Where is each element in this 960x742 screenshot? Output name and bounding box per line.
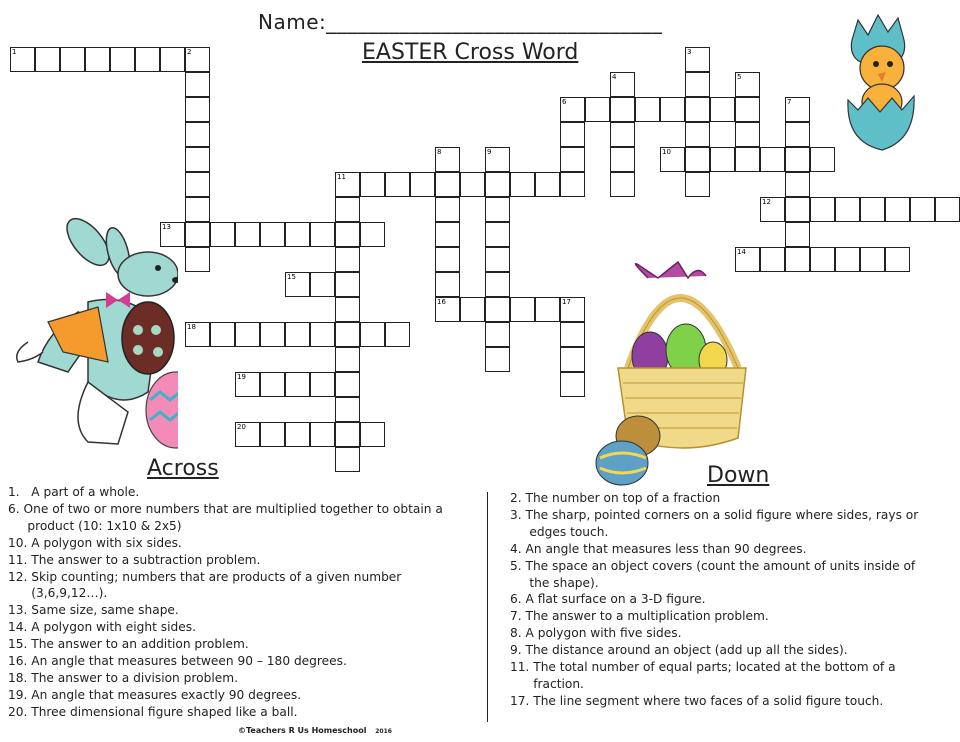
clue-number: 17 — [562, 298, 571, 306]
crossword-cell[interactable] — [460, 297, 485, 322]
crossword-cell[interactable] — [435, 297, 460, 322]
crossword-cell[interactable] — [385, 322, 410, 347]
across-clue: 16. An angle that measures between 90 – 180 degrees. — [8, 654, 347, 669]
crossword-cell[interactable] — [660, 147, 685, 172]
crossword-cell[interactable] — [485, 247, 510, 272]
crossword-cell[interactable] — [410, 172, 435, 197]
crossword-cell[interactable] — [360, 172, 385, 197]
crossword-cell[interactable] — [810, 147, 835, 172]
crossword-cell[interactable] — [310, 372, 335, 397]
crossword-cell[interactable] — [310, 222, 335, 247]
chick-illustration — [838, 10, 928, 158]
crossword-cell[interactable] — [335, 222, 360, 247]
crossword-cell[interactable] — [435, 197, 460, 222]
crossword-cell[interactable] — [360, 322, 385, 347]
crossword-cell[interactable] — [360, 222, 385, 247]
crossword-cell[interactable] — [610, 97, 635, 122]
crossword-cell[interactable] — [335, 272, 360, 297]
down-clue: 9. The distance around an object (add up all the sides). — [510, 643, 848, 658]
crossword-cell[interactable] — [510, 172, 535, 197]
across-clue: 11. The answer to a subtraction problem. — [8, 552, 261, 567]
clue-number: 16 — [437, 298, 446, 306]
crossword-cell[interactable] — [210, 322, 235, 347]
crossword-cell[interactable] — [635, 97, 660, 122]
crossword-cell[interactable] — [435, 222, 460, 247]
crossword-cell[interactable] — [560, 372, 585, 397]
clue-number: 8 — [437, 148, 442, 156]
crossword-cell[interactable] — [435, 147, 460, 172]
crossword-cell[interactable] — [185, 97, 210, 122]
crossword-cell[interactable] — [335, 197, 360, 222]
crossword-cell[interactable] — [760, 197, 785, 222]
crossword-cell[interactable] — [610, 122, 635, 147]
crossword-cell[interactable] — [185, 322, 210, 347]
crossword-cell[interactable] — [285, 322, 310, 347]
footer-year: 2016 — [375, 728, 392, 735]
easter-basket-illustration — [588, 258, 768, 486]
across-clue: 1. A part of a whole. — [8, 485, 140, 499]
crossword-cell[interactable] — [735, 122, 760, 147]
crossword-cell[interactable] — [485, 297, 510, 322]
crossword-cell[interactable] — [485, 197, 510, 222]
crossword-cell[interactable] — [285, 372, 310, 397]
crossword-cell[interactable] — [685, 97, 710, 122]
clue-number: 6 — [562, 98, 567, 106]
crossword-cell[interactable] — [835, 197, 860, 222]
crossword-cell[interactable] — [610, 172, 635, 197]
crossword-cell[interactable] — [785, 172, 810, 197]
crossword-cell[interactable] — [10, 47, 35, 72]
down-clue: 7. The answer to a multiplication problem. — [510, 609, 769, 624]
bunny-illustration — [8, 212, 178, 457]
crossword-cell[interactable] — [785, 247, 810, 272]
crossword-cell[interactable] — [285, 272, 310, 297]
crossword-cell[interactable] — [485, 172, 510, 197]
across-clue: 12. Skip counting; numbers that are products of a given number — [8, 569, 402, 584]
crossword-cell[interactable] — [810, 197, 835, 222]
clue-number: 5 — [737, 73, 742, 81]
clue-number: 2 — [187, 48, 192, 56]
crossword-cell[interactable] — [610, 147, 635, 172]
clue-number: 18 — [187, 323, 196, 331]
across-clue: 13. Same size, same shape. — [8, 603, 179, 618]
crossword-cell[interactable] — [885, 197, 910, 222]
page-title: EASTER Cross Word — [362, 40, 579, 65]
clue-number: 20 — [237, 423, 246, 431]
crossword-cell[interactable] — [535, 297, 560, 322]
crossword-cell[interactable] — [235, 222, 260, 247]
across-clue: 10. A polygon with six sides. — [8, 535, 182, 550]
crossword-cell[interactable] — [335, 347, 360, 372]
crossword-cell[interactable] — [185, 47, 210, 72]
clue-number: 9 — [487, 148, 492, 156]
crossword-cell[interactable] — [185, 222, 210, 247]
crossword-cell[interactable] — [760, 147, 785, 172]
clue-number: 11 — [337, 173, 346, 181]
across-heading: Across — [147, 456, 219, 481]
crossword-cell[interactable] — [385, 172, 410, 197]
crossword-cell[interactable] — [485, 272, 510, 297]
clue-number: 13 — [162, 223, 171, 231]
down-clue: 5. The space an object covers (count the amount of units inside of — [510, 558, 916, 573]
crossword-cell[interactable] — [710, 97, 735, 122]
crossword-cell[interactable] — [310, 322, 335, 347]
footer-text: ©Teachers R Us Homeschool — [238, 726, 367, 735]
across-clue: 18. The answer to a division problem. — [8, 670, 238, 685]
crossword-cell[interactable] — [860, 197, 885, 222]
down-clue: 6. A flat surface on a 3-D figure. — [510, 592, 706, 607]
crossword-cell[interactable] — [735, 72, 760, 97]
crossword-cell[interactable] — [910, 197, 935, 222]
crossword-cell[interactable] — [735, 147, 760, 172]
crossword-cell[interactable] — [785, 222, 810, 247]
down-clue: 17. The line segment where two faces of a solid figure touch. — [510, 693, 884, 708]
crossword-cell[interactable] — [785, 122, 810, 147]
across-clue: 20. Three dimensional figure shaped like a ball. — [8, 704, 298, 719]
crossword-cell[interactable] — [260, 222, 285, 247]
clue-number: 15 — [287, 273, 296, 281]
crossword-cell[interactable] — [435, 172, 460, 197]
crossword-cell[interactable] — [335, 397, 360, 422]
clue-divider — [487, 492, 488, 722]
clue-number: 1 — [12, 48, 17, 56]
clue-number: 12 — [762, 198, 771, 206]
crossword-cell[interactable] — [460, 172, 485, 197]
down-heading: Down — [707, 463, 770, 488]
crossword-cell[interactable] — [235, 372, 260, 397]
clue-number: 14 — [737, 248, 746, 256]
crossword-cell[interactable] — [60, 47, 85, 72]
crossword-cell[interactable] — [610, 72, 635, 97]
down-clues-list — [510, 490, 918, 710]
crossword-cell[interactable] — [260, 422, 285, 447]
crossword-cell[interactable] — [485, 347, 510, 372]
crossword-cell[interactable] — [110, 47, 135, 72]
crossword-cell[interactable] — [560, 147, 585, 172]
crossword-cell[interactable] — [735, 97, 760, 122]
crossword-cell[interactable] — [310, 272, 335, 297]
crossword-cell[interactable] — [135, 47, 160, 72]
down-clue: 3. The sharp, pointed corners on a solid figure where sides, rays or — [510, 507, 919, 522]
crossword-cell[interactable] — [235, 422, 260, 447]
clue-number: 3 — [687, 48, 692, 56]
across-clue: 15. The answer to an addition problem. — [8, 637, 249, 652]
crossword-cell[interactable] — [585, 97, 610, 122]
crossword-cell[interactable] — [335, 422, 360, 447]
down-clue: 11. The total number of equal parts; located at the bottom of a — [510, 660, 896, 675]
crossword-cell[interactable] — [685, 172, 710, 197]
crossword-cell[interactable] — [360, 422, 385, 447]
crossword-cell[interactable] — [285, 422, 310, 447]
crossword-cell[interactable] — [560, 297, 585, 322]
crossword-cell[interactable] — [185, 72, 210, 97]
crossword-cell[interactable] — [335, 247, 360, 272]
crossword-cell[interactable] — [185, 122, 210, 147]
across-clues-list — [8, 484, 443, 721]
footer-credit — [238, 726, 392, 735]
down-clue: the shape). — [510, 575, 599, 590]
across-clue: (3,6,9,12…). — [8, 586, 108, 601]
crossword-cell[interactable] — [685, 72, 710, 97]
crossword-cell[interactable] — [535, 172, 560, 197]
crossword-cell[interactable] — [860, 247, 885, 272]
crossword-cell[interactable] — [885, 247, 910, 272]
crossword-cell[interactable] — [260, 322, 285, 347]
crossword-cell[interactable] — [85, 47, 110, 72]
crossword-cell[interactable] — [560, 97, 585, 122]
down-clue: 8. A polygon with five sides. — [510, 626, 682, 641]
crossword-cell[interactable] — [35, 47, 60, 72]
crossword-cell[interactable] — [485, 222, 510, 247]
crossword-cell[interactable] — [785, 197, 810, 222]
crossword-cell[interactable] — [435, 247, 460, 272]
crossword-cell[interactable] — [185, 247, 210, 272]
clue-number: 7 — [787, 98, 792, 106]
crossword-cell[interactable] — [485, 322, 510, 347]
crossword-cell[interactable] — [685, 47, 710, 72]
crossword-cell[interactable] — [560, 172, 585, 197]
crossword-cell[interactable] — [785, 147, 810, 172]
crossword-cell[interactable] — [185, 197, 210, 222]
crossword-cell[interactable] — [285, 222, 310, 247]
down-clue: 2. The number on top of a fraction — [510, 491, 721, 505]
crossword-cell[interactable] — [510, 297, 535, 322]
crossword-cell[interactable] — [235, 322, 260, 347]
crossword-cell[interactable] — [660, 97, 685, 122]
across-clue: 19. An angle that measures exactly 90 degrees. — [8, 687, 302, 702]
crossword-cell[interactable] — [685, 147, 710, 172]
crossword-cell[interactable] — [710, 147, 735, 172]
crossword-cell[interactable] — [335, 372, 360, 397]
crossword-cell[interactable] — [560, 347, 585, 372]
across-clue: product (10: 1x10 & 2x5) — [8, 518, 182, 533]
crossword-cell[interactable] — [160, 47, 185, 72]
crossword-cell[interactable] — [835, 247, 860, 272]
down-clue: fraction. — [510, 676, 584, 691]
crossword-cell[interactable] — [210, 222, 235, 247]
across-clue: 14. A polygon with eight sides. — [8, 620, 196, 635]
crossword-cell[interactable] — [485, 147, 510, 172]
crossword-cell[interactable] — [435, 272, 460, 297]
clue-number: 4 — [612, 73, 617, 81]
crossword-cell[interactable] — [335, 297, 360, 322]
across-clue: 6. One of two or more numbers that are multiplied together to obtain a — [8, 501, 443, 516]
name-line: Name:________________________________ — [258, 10, 663, 34]
crossword-cell[interactable] — [335, 322, 360, 347]
crossword-cell[interactable] — [785, 97, 810, 122]
crossword-cell[interactable] — [185, 147, 210, 172]
clue-number: 10 — [662, 148, 671, 156]
crossword-cell[interactable] — [260, 372, 285, 397]
crossword-cell[interactable] — [335, 172, 360, 197]
down-clue: edges touch. — [510, 524, 609, 539]
down-clue: 4. An angle that measures less than 90 degrees. — [510, 541, 807, 556]
crossword-cell[interactable] — [935, 197, 960, 222]
crossword-cell[interactable] — [560, 322, 585, 347]
crossword-cell[interactable] — [810, 247, 835, 272]
crossword-cell[interactable] — [560, 122, 585, 147]
crossword-cell[interactable] — [310, 422, 335, 447]
clue-number: 19 — [237, 373, 246, 381]
crossword-cell[interactable] — [335, 447, 360, 472]
crossword-cell[interactable] — [685, 122, 710, 147]
crossword-cell[interactable] — [185, 172, 210, 197]
